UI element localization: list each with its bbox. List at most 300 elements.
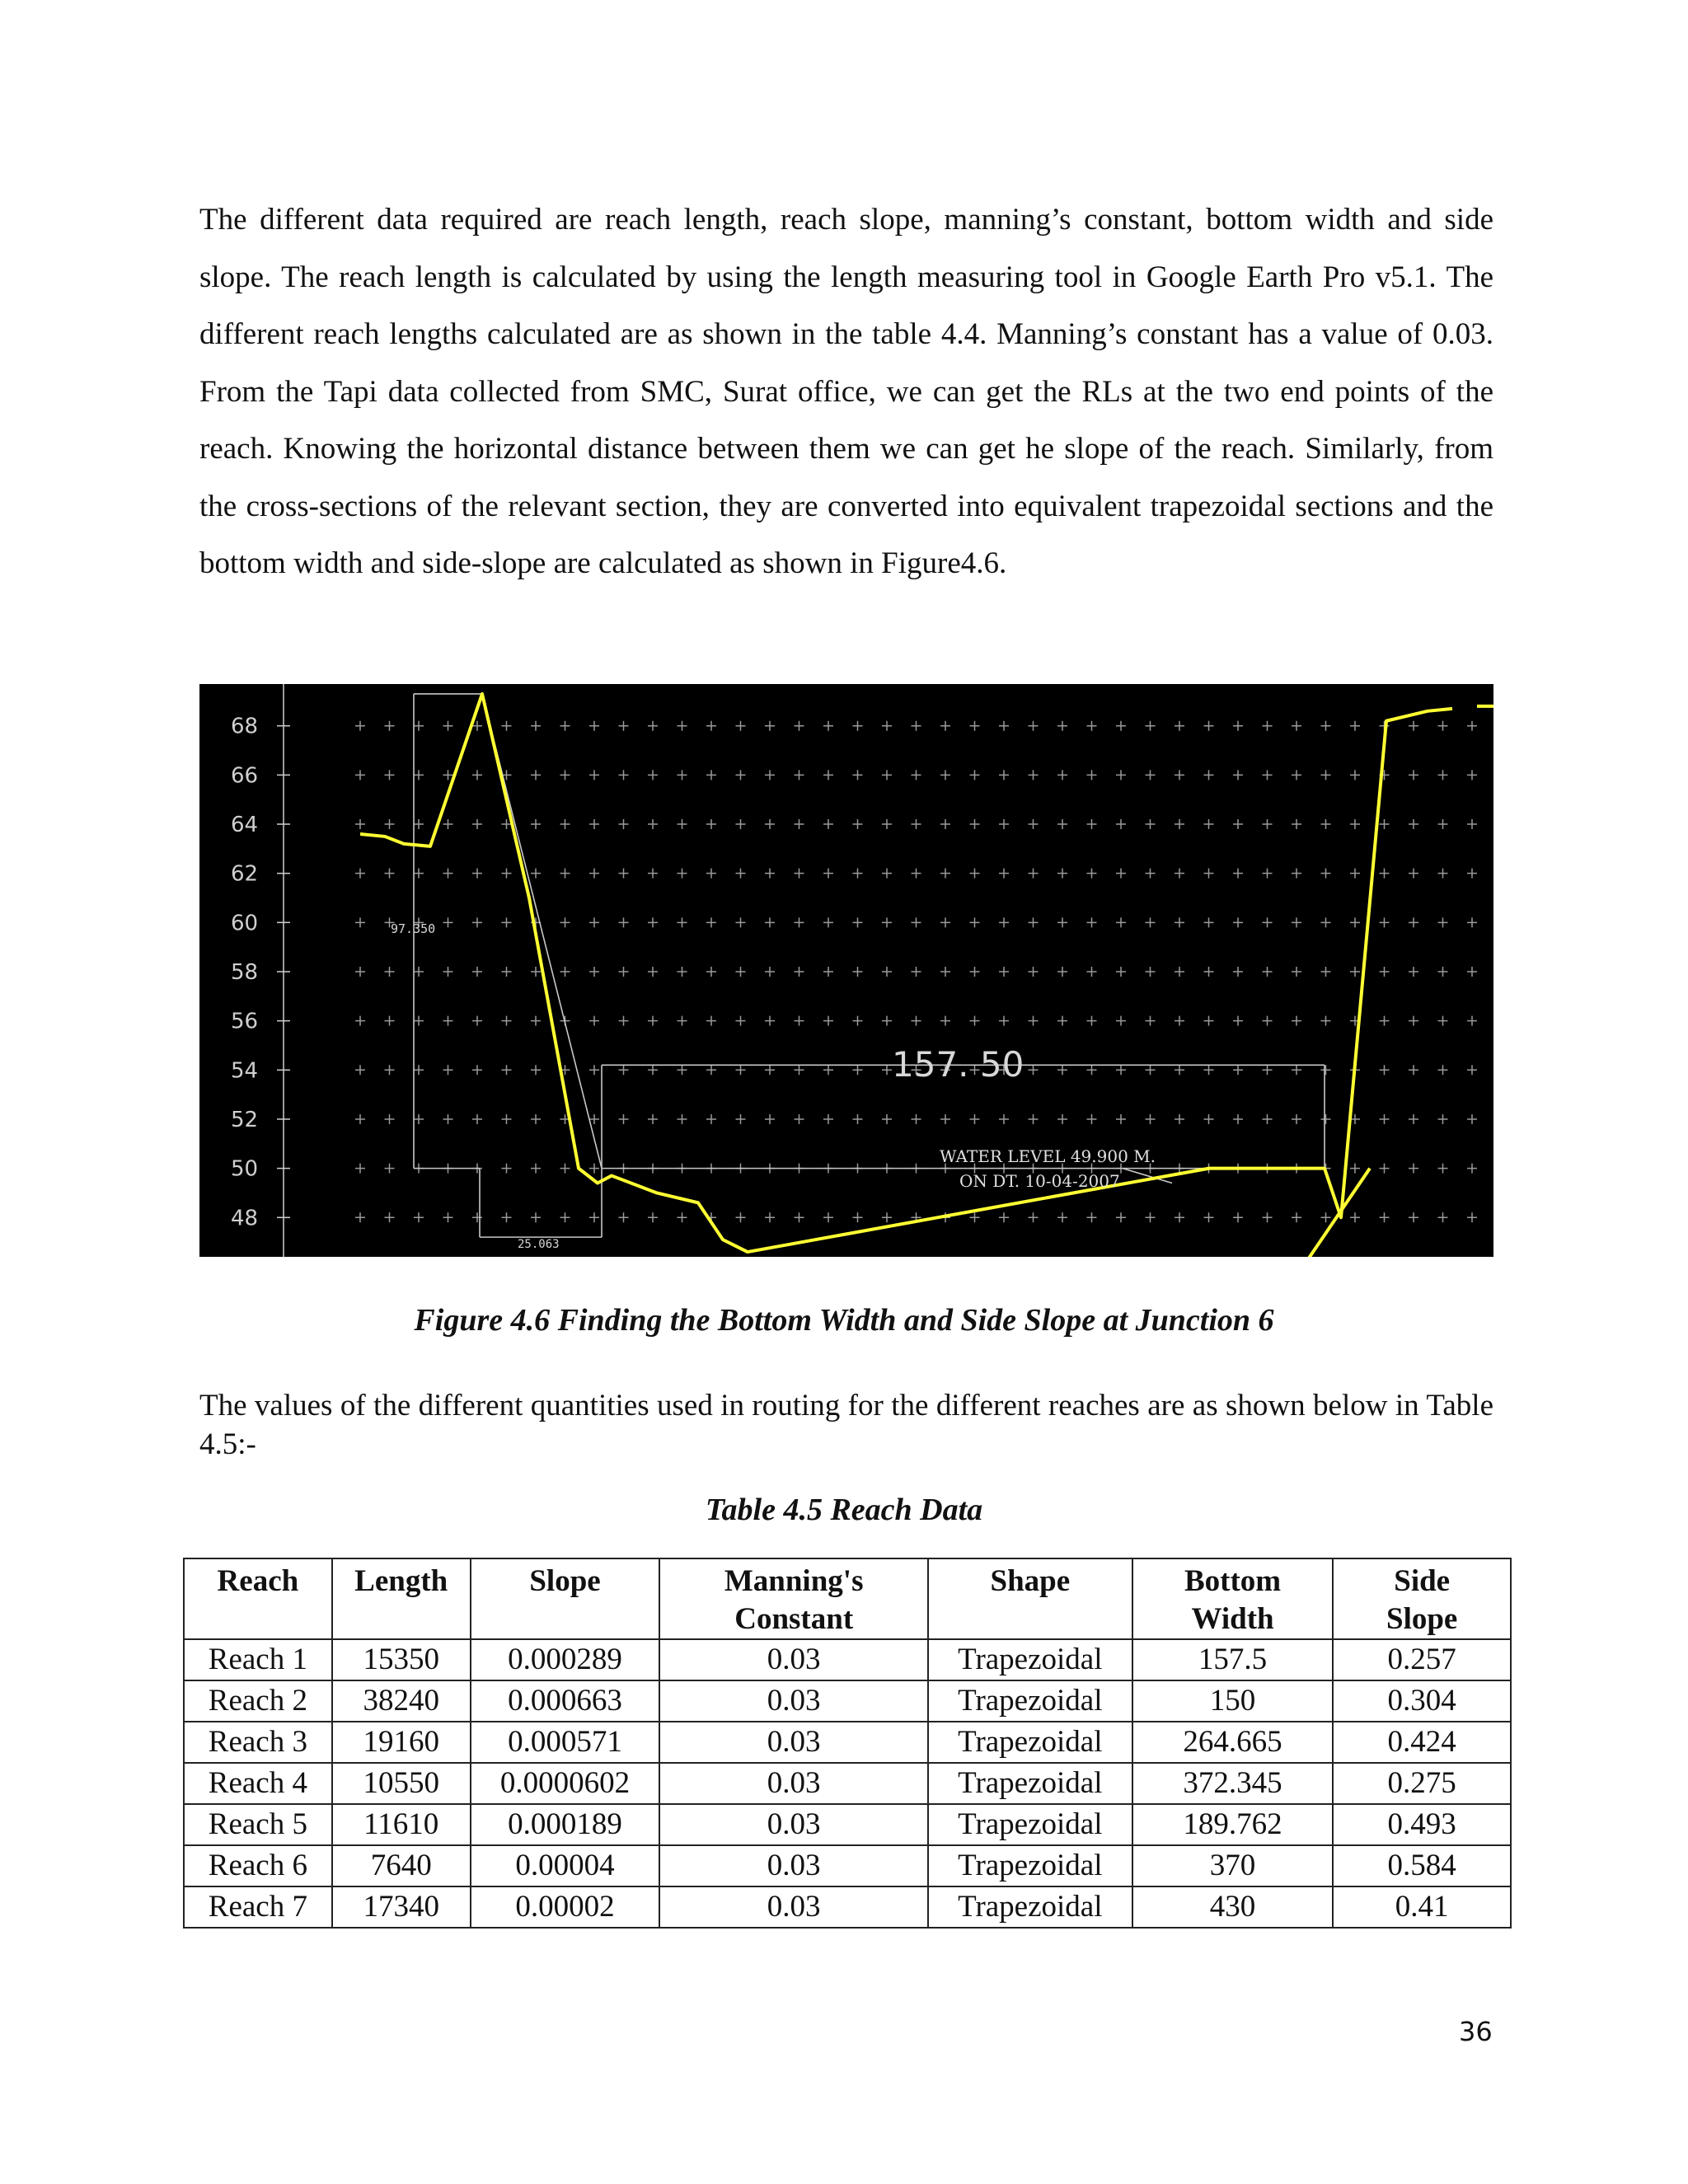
grid-cross [1233,1212,1243,1222]
grid-cross [414,967,424,977]
cell-shape: Trapezoidal [928,1639,1132,1680]
grid-cross [882,1114,892,1124]
cell-bottom-width: 430 [1132,1886,1334,1928]
grid-cross [1087,1016,1097,1026]
grid-cross [1350,819,1360,829]
grid-cross [853,770,863,780]
cell-mannings: 0.03 [659,1763,928,1804]
grid-layer [355,721,1477,1223]
grid-cross [1380,1212,1390,1222]
grid-cross [912,869,921,879]
grid-cross [1146,967,1156,977]
grid-cross [970,721,980,731]
grid-cross [795,1065,804,1075]
grid-cross [648,869,658,879]
grid-cross [970,869,980,879]
grid-cross [1380,819,1390,829]
grid-cross [1321,819,1331,829]
grid-cross [999,1016,1009,1026]
grid-cross [443,967,453,977]
grid-cross [970,917,980,927]
grid-cross [1263,1114,1273,1124]
grid-cross [1029,1114,1039,1124]
grid-cross [1233,721,1243,731]
cell-side-slope: 0.41 [1333,1886,1511,1928]
grid-cross [1204,1114,1214,1124]
grid-cross [1292,967,1301,977]
grid-cross [1467,917,1477,927]
grid-cross [912,721,921,731]
grid-cross [706,1016,716,1026]
grid-cross [385,869,395,879]
cell-reach: Reach 2 [184,1680,332,1722]
grid-cross [1263,770,1273,780]
grid-cross [648,819,658,829]
grid-cross [1204,1065,1214,1075]
grid-cross [970,1212,980,1222]
grid-cross [970,819,980,829]
grid-cross [502,1212,512,1222]
grid-cross [678,1114,687,1124]
grid-cross [678,1016,687,1026]
grid-cross [1116,1114,1126,1124]
grid-cross [795,869,804,879]
grid-cross [355,1212,365,1222]
grid-cross [589,721,599,731]
grid-cross [970,967,980,977]
grid-cross [853,917,863,927]
grid-cross [940,1114,950,1124]
grid-cross [1438,1164,1448,1174]
grid-cross [502,1114,512,1124]
grid-cross [472,1114,482,1124]
grid-cross [765,1016,775,1026]
grid-cross [1204,1016,1214,1026]
grid-cross [385,1016,395,1026]
grid-cross [970,1114,980,1124]
cell-reach: Reach 7 [184,1886,332,1928]
cross-section-plot [199,684,1493,1257]
grid-cross [443,869,453,879]
grid-cross [1263,869,1273,879]
grid-cross [385,770,395,780]
grid-cross [560,770,570,780]
grid-cross [999,917,1009,927]
grid-cross [823,917,833,927]
grid-cross [472,1065,482,1075]
table-row [184,1680,1511,1722]
grid-cross [355,967,365,977]
intro-paragraph: The different data required are reach length, reach slope, manning’s constant, bottom width and side slope. The reach length is calculated by using the length measuring tool in Google Earth Pro v5.1. The different reach lengths calculated are as shown in the table 4.4. Manning’s constant has a value of 0.03. From the Tapi data collected from SMC, Surat office, we can get the RLs at the two end points of the reach. Knowing the horizontal distance between them we can get he slope of the reach. Similarly, from the cross-sections of the relevant section, they are converted into equivalent trapezoidal sections and the bottom width and side-slope are calculated as shown in Figure4.6. [199,203,1493,580]
cell-bottom-width: 264.665 [1132,1722,1334,1763]
grid-cross [706,869,716,879]
grid-cross [414,1114,424,1124]
grid-cross [502,721,512,731]
cell-reach: Reach 1 [184,1639,332,1680]
cell-side-slope: 0.275 [1333,1763,1511,1804]
grid-cross [706,1065,716,1075]
grid-cross [1233,917,1243,927]
grid-cross [1175,1212,1184,1222]
grid-cross [1057,721,1067,731]
grid-cross [765,917,775,927]
grid-cross [1409,721,1418,731]
y-tick-label: 66 [231,763,259,789]
grid-cross [1350,967,1360,977]
grid-cross [853,1212,863,1222]
cell-bottom-width: 157.5 [1132,1639,1334,1680]
grid-cross [1380,1065,1390,1075]
grid-cross [678,721,687,731]
cell-length: 17340 [332,1886,471,1928]
grid-cross [823,1016,833,1026]
grid-cross [1321,1016,1331,1026]
grid-cross [619,917,629,927]
grid-cross [531,819,541,829]
grid-cross [795,1212,804,1222]
grid-cross [1438,869,1448,879]
grid-cross [1321,770,1331,780]
ground-profile [360,694,1493,1257]
grid-cross [1116,967,1126,977]
cell-slope: 0.0000602 [471,1763,660,1804]
grid-cross [1409,967,1418,977]
grid-cross [1146,770,1156,780]
grid-cross [1029,917,1039,927]
grid-cross [1146,721,1156,731]
grid-cross [531,1164,541,1174]
grid-cross [823,819,833,829]
grid-cross [1467,770,1477,780]
grid-cross [1438,1016,1448,1026]
grid-cross [1146,819,1156,829]
grid-cross [414,721,424,731]
grid-cross [706,721,716,731]
grid-cross [589,819,599,829]
grid-cross [999,1114,1009,1124]
table-caption: Table 4.5 Reach Data [705,1493,983,1527]
table-row [184,1804,1511,1845]
cell-length: 15350 [332,1639,471,1680]
grid-cross [1204,917,1214,927]
grid-cross [1087,869,1097,879]
grid-cross [560,917,570,927]
grid-cross [823,1065,833,1075]
grid-cross [795,1114,804,1124]
grid-cross [678,1065,687,1075]
grid-cross [531,1212,541,1222]
cell-bottom-width: 150 [1132,1680,1334,1722]
cell-mannings: 0.03 [659,1722,928,1763]
page-number: 36 [1459,2016,1493,2047]
grid-cross [823,869,833,879]
grid-cross [912,819,921,829]
cell-shape: Trapezoidal [928,1680,1132,1722]
grid-cross [589,917,599,927]
grid-cross [385,1065,395,1075]
grid-cross [648,770,658,780]
grid-cross [443,917,453,927]
cell-bottom-width: 372.345 [1132,1763,1334,1804]
grid-cross [1204,1212,1214,1222]
left-width-label: 25.063 [518,1238,560,1251]
grid-cross [443,1212,453,1222]
grid-cross [795,819,804,829]
grid-cross [1438,819,1448,829]
grid-cross [853,721,863,731]
y-tick-label: 50 [231,1156,259,1182]
grid-cross [882,1065,892,1075]
grid-cross [1409,1114,1418,1124]
grid-cross [882,770,892,780]
grid-cross [1057,770,1067,780]
grid-cross [706,917,716,927]
grid-cross [355,1114,365,1124]
grid-cross [823,770,833,780]
table-intro-paragraph: The values of the different quantities used in routing for the different reaches are as shown below in Table 4.5:- [199,1389,1493,1461]
grid-cross [999,721,1009,731]
grid-cross [589,1016,599,1026]
grid-cross [1409,869,1418,879]
y-axis [231,684,290,1257]
grid-cross [355,721,365,731]
grid-cross [1292,770,1301,780]
header-shape: Shape [928,1558,1132,1639]
cell-side-slope: 0.424 [1333,1722,1511,1763]
grid-cross [736,917,746,927]
grid-cross [414,1016,424,1026]
grid-cross [1467,1164,1477,1174]
grid-cross [1029,1065,1039,1075]
grid-cross [589,1212,599,1222]
grid-cross [443,770,453,780]
grid-cross [795,917,804,927]
cell-side-slope: 0.584 [1333,1845,1511,1886]
grid-cross [1116,1212,1126,1222]
cell-reach: Reach 6 [184,1845,332,1886]
grid-cross [970,770,980,780]
grid-cross [648,1114,658,1124]
grid-cross [765,869,775,879]
grid-cross [414,770,424,780]
grid-cross [1087,1065,1097,1075]
grid-cross [1029,967,1039,977]
grid-cross [472,967,482,977]
y-tick-label: 52 [231,1107,259,1132]
header-bottom-width: Bottom Width [1132,1558,1334,1639]
grid-cross [678,869,687,879]
grid-cross [1233,869,1243,879]
grid-cross [531,967,541,977]
grid-cross [1409,770,1418,780]
annotation-labels [391,921,1156,1251]
grid-cross [1438,1065,1448,1075]
grid-cross [678,967,687,977]
grid-cross [1409,1065,1418,1075]
grid-cross [1146,917,1156,927]
grid-cross [1321,869,1331,879]
grid-cross [882,819,892,829]
grid-cross [795,721,804,731]
grid-cross [1087,819,1097,829]
grid-cross [1380,869,1390,879]
grid-cross [1146,1065,1156,1075]
grid-cross [912,917,921,927]
grid-cross [1263,967,1273,977]
grid-cross [1380,967,1390,977]
grid-cross [940,819,950,829]
grid-cross [1438,770,1448,780]
grid-cross [589,967,599,977]
grid-cross [1438,1114,1448,1124]
date-label: ON DT. 10-04-2007 [959,1171,1120,1191]
grid-cross [619,1065,629,1075]
grid-cross [1438,917,1448,927]
grid-cross [1116,770,1126,780]
grid-cross [706,1114,716,1124]
grid-cross [999,1212,1009,1222]
grid-cross [1409,819,1418,829]
grid-cross [589,1164,599,1174]
grid-cross [1029,1016,1039,1026]
grid-cross [560,819,570,829]
grid-cross [853,819,863,829]
cell-reach: Reach 5 [184,1804,332,1845]
grid-cross [1409,1164,1418,1174]
grid-cross [1321,1212,1331,1222]
grid-cross [853,869,863,879]
grid-cross [414,1212,424,1222]
grid-cross [678,770,687,780]
grid-cross [1467,869,1477,879]
grid-cross [970,1016,980,1026]
grid-cross [502,1016,512,1026]
cell-shape: Trapezoidal [928,1722,1132,1763]
grid-cross [619,819,629,829]
cell-slope: 0.00002 [471,1886,660,1928]
grid-cross [1409,917,1418,927]
grid-cross [999,967,1009,977]
grid-cross [531,1016,541,1026]
grid-cross [999,819,1009,829]
grid-cross [472,1212,482,1222]
header-side-slope: Side Slope [1333,1558,1511,1639]
grid-cross [706,819,716,829]
grid-cross [531,770,541,780]
grid-cross [1467,967,1477,977]
grid-cross [1292,721,1301,731]
grid-cross [706,967,716,977]
grid-cross [1321,967,1331,977]
grid-cross [1350,869,1360,879]
grid-cross [736,721,746,731]
grid-cross [912,1016,921,1026]
grid-cross [1467,1114,1477,1124]
grid-cross [736,1016,746,1026]
cell-reach: Reach 4 [184,1763,332,1804]
bottom-width-label: 157. 50 [892,1044,1025,1085]
grid-cross [531,869,541,879]
grid-cross [765,1114,775,1124]
cell-length: 10550 [332,1763,471,1804]
grid-cross [1233,967,1243,977]
cell-reach: Reach 3 [184,1722,332,1763]
y-tick-label: 54 [231,1058,259,1084]
grid-cross [502,967,512,977]
table-row [184,1886,1511,1928]
water-level-label: WATER LEVEL 49.900 M. [940,1146,1156,1166]
grid-cross [795,967,804,977]
reach-data-table [183,1558,1512,1929]
grid-cross [940,917,950,927]
trapezoid-construction [414,694,1325,1237]
cell-shape: Trapezoidal [928,1804,1132,1845]
header-length: Length [332,1558,471,1639]
grid-cross [1263,1065,1273,1075]
grid-cross [648,721,658,731]
grid-cross [531,1114,541,1124]
grid-cross [1175,1065,1184,1075]
y-tick-label: 68 [231,714,259,739]
grid-cross [502,869,512,879]
grid-cross [589,1065,599,1075]
cell-slope: 0.000189 [471,1804,660,1845]
grid-cross [414,869,424,879]
header-mannings-constant: Manning's Constant [659,1558,928,1639]
cell-shape: Trapezoidal [928,1886,1132,1928]
cell-slope: 0.000571 [471,1722,660,1763]
grid-cross [1029,1212,1039,1222]
grid-cross [912,1114,921,1124]
grid-cross [1467,1016,1477,1026]
grid-cross [648,1212,658,1222]
grid-cross [1321,1114,1331,1124]
grid-cross [678,819,687,829]
grid-cross [736,770,746,780]
grid-cross [472,869,482,879]
grid-cross [940,770,950,780]
grid-cross [443,721,453,731]
grid-cross [443,1114,453,1124]
grid-cross [1175,869,1184,879]
grid-cross [648,917,658,927]
grid-cross [1175,721,1184,731]
y-tick-label: 56 [231,1009,259,1034]
grid-cross [1263,819,1273,829]
grid-cross [560,1164,570,1174]
grid-cross [589,770,599,780]
grid-cross [1116,917,1126,927]
grid-cross [1380,917,1390,927]
grid-cross [1175,967,1184,977]
grid-cross [1146,869,1156,879]
grid-cross [1057,967,1067,977]
header-reach: Reach [184,1558,332,1639]
grid-cross [560,1212,570,1222]
grid-cross [999,869,1009,879]
grid-cross [502,917,512,927]
grid-cross [1263,917,1273,927]
grid-cross [560,721,570,731]
grid-cross [853,1114,863,1124]
cell-shape: Trapezoidal [928,1763,1132,1804]
grid-cross [1087,1114,1097,1124]
grid-cross [355,1065,365,1075]
grid-cross [882,1016,892,1026]
grid-cross [736,1065,746,1075]
profile-series-2 [1308,1169,1370,1257]
grid-cross [1233,1114,1243,1124]
